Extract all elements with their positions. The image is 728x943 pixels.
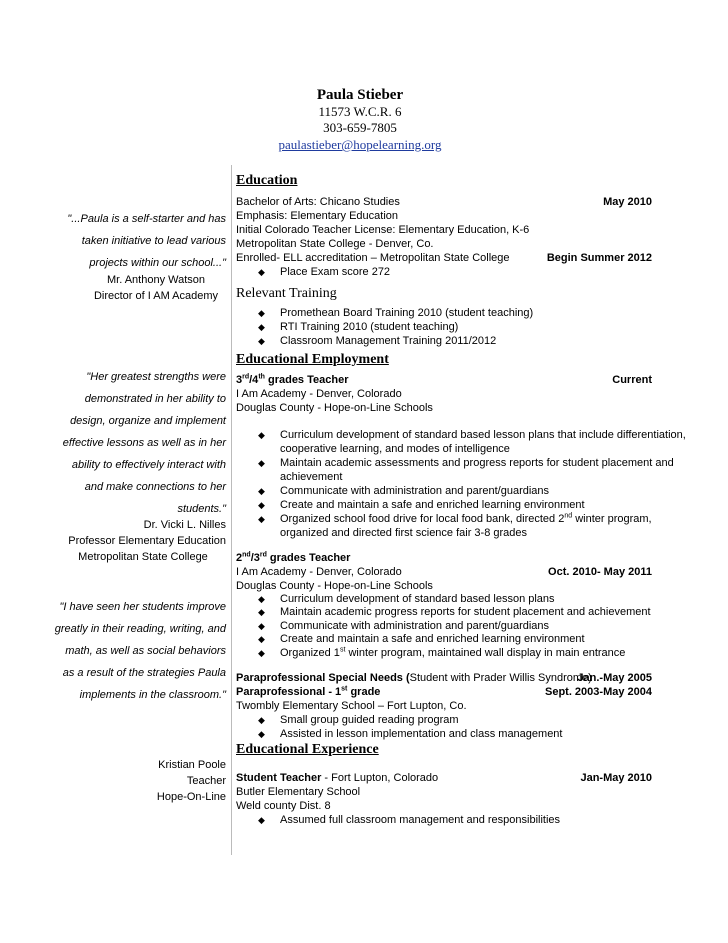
enrolled: Enrolled- ELL accreditation – Metropolitan State College	[236, 252, 510, 264]
education-heading: Education	[236, 173, 298, 188]
quote-line: as a result of the strategies Paula	[62, 667, 226, 679]
quote-line: effective lessons as well as in her	[62, 437, 226, 449]
list-item-text: Classroom Management Training 2011/2012	[280, 335, 497, 347]
list-item-continuation: organized and directed first science fair 3-8 grades	[280, 527, 528, 539]
job3-date: Jan.-May 2005	[577, 672, 652, 684]
list-item	[258, 428, 686, 442]
bullet-icon: ◆	[258, 514, 265, 524]
job2-title-part: /3	[250, 552, 260, 564]
job2-title-sup: rd	[259, 551, 267, 559]
job1-org	[236, 387, 652, 401]
training-heading: Relevant Training	[236, 286, 337, 301]
quote-line: taken initiative to lead various	[81, 235, 226, 247]
attribution-name: Mr. Anthony Watson	[106, 274, 206, 286]
phone: 303-659-7805	[323, 120, 397, 135]
attribution-org: Metropolitan State College	[78, 551, 208, 563]
quote-1	[60, 208, 226, 274]
list-item-text: Promethean Board Training 2010 (student teaching)	[280, 307, 534, 319]
bullet-icon: ◆	[258, 594, 265, 604]
bullet-icon: ◆	[258, 308, 265, 318]
job1-title-sup: th	[258, 373, 265, 381]
list-item	[258, 265, 391, 279]
list-item	[258, 727, 563, 741]
quote-3-attribution	[60, 757, 226, 805]
experience-location: - Fort Lupton, Colorado	[321, 772, 439, 784]
job4-title-part: Paraprofessional - 1	[236, 686, 342, 698]
list-item	[258, 592, 555, 606]
degree: Bachelor of Arts: Chicano Studies	[236, 196, 400, 208]
job2-title-part: grades Teacher	[266, 552, 351, 564]
emphasis: Emphasis: Elementary Education	[236, 210, 399, 222]
attribution-title: Teacher	[186, 775, 226, 787]
list-item-text: Curriculum development of standard based lesson plans	[280, 593, 555, 605]
list-item	[258, 484, 550, 498]
list-item	[258, 632, 585, 646]
quote-line: implements in the classroom."	[79, 689, 226, 701]
quote-1-attribution	[76, 272, 236, 304]
list-item	[258, 605, 651, 619]
job1-district: Douglas County - Hope-on-Line Schools	[236, 402, 433, 414]
bullet-icon: ◆	[258, 815, 265, 825]
quote-line: "Her greatest strengths were	[86, 371, 226, 383]
bullet-icon: ◆	[258, 336, 265, 346]
list-item-text: Small group guided reading program	[280, 714, 459, 726]
job3-title: Paraprofessional Special Needs	[236, 672, 403, 684]
list-item-text: RTI Training 2010 (student teaching)	[280, 321, 459, 333]
job4-title-part: grade	[347, 686, 381, 698]
quote-3	[50, 596, 226, 706]
list-item	[258, 498, 585, 512]
job3-note-open: (	[402, 672, 410, 684]
list-item	[258, 334, 497, 348]
list-item-text: Communicate with administration and parent/guardians	[280, 620, 550, 632]
bullet-icon: ◆	[258, 486, 265, 496]
job4-date: Sept. 2003-May 2004	[544, 686, 652, 698]
quote-line: "...Paula is a self-starter and has	[67, 213, 226, 225]
quote-line: "I have seen her students improve	[59, 601, 226, 613]
job2-date: Oct. 2010- May 2011	[548, 566, 652, 578]
quote-line: ability to effectively interact with	[71, 459, 226, 471]
column-divider	[231, 165, 232, 855]
list-item-text: Maintain academic progress reports for student placement and achievement	[280, 606, 651, 618]
list-item-text: Organized 1	[280, 647, 340, 659]
bullet-icon: ◆	[258, 607, 265, 617]
job1-title-sup: rd	[242, 373, 250, 381]
degree-date: May 2010	[603, 196, 652, 208]
school: Metropolitan State College - Denver, Co.	[236, 238, 434, 250]
experience-district: Weld county Dist. 8	[236, 800, 331, 812]
job2-org-row	[236, 565, 652, 579]
list-item	[258, 646, 626, 660]
list-item	[258, 306, 534, 320]
list-item	[258, 813, 561, 827]
list-item-text: Create and maintain a safe and enriched learning environment	[280, 633, 585, 645]
bullet-icon: ◆	[258, 715, 265, 725]
attribution-org: Hope-On-Line	[156, 791, 226, 803]
job3-note: Student with Prader Willis Syndrome)	[409, 672, 592, 684]
job1-title-part: /4	[249, 374, 259, 386]
resume-header	[250, 86, 470, 153]
enrolled-row	[236, 251, 652, 265]
email-link[interactable]: paulastieber@hopelearning.org	[278, 137, 442, 152]
job1-title-row	[236, 373, 652, 387]
experience-title: Student Teacher	[236, 772, 322, 784]
bullet-icon: ◆	[258, 267, 265, 277]
bullet-icon: ◆	[258, 430, 265, 440]
list-item-text: winter program,	[572, 513, 652, 525]
quote-line: students."	[177, 503, 226, 515]
list-item-text: Curriculum development of standard based lesson plans that include differentiation,	[280, 429, 686, 441]
list-item-text: Place Exam score 272	[280, 266, 391, 278]
job1-title-part: 3	[236, 374, 243, 386]
job2-title-part: 2	[236, 552, 243, 564]
quote-line: demonstrated in her ability to	[84, 393, 226, 405]
list-item	[258, 456, 674, 470]
bullet-icon: ◆	[258, 648, 265, 658]
list-item	[258, 619, 550, 633]
license: Initial Colorado Teacher License: Elementary Education, K-6	[236, 224, 530, 236]
bullet-icon: ◆	[258, 634, 265, 644]
list-item-sup: st	[339, 646, 346, 654]
list-item-text: winter program, maintained wall display in main entrance	[345, 647, 626, 659]
experience-date: Jan-May 2010	[580, 772, 652, 784]
job1-title-part: grades Teacher	[264, 374, 349, 386]
list-item-text: Assisted in lesson implementation and class management	[280, 728, 563, 740]
employment-heading: Educational Employment	[236, 352, 389, 367]
attribution-name: Kristian Poole	[158, 759, 226, 771]
list-item-continuation: cooperative learning, and modes of intelligence	[280, 443, 510, 455]
job4-title-sup: st	[341, 685, 348, 693]
quote-line: greatly in their reading, writing, and	[54, 623, 226, 635]
quote-2-attribution	[60, 517, 226, 565]
job2-title-sup: nd	[242, 551, 251, 559]
list-item-continuation: achievement	[280, 471, 343, 483]
list-item-sup: nd	[564, 512, 573, 520]
list-item	[258, 713, 459, 727]
list-item-text: Communicate with administration and parent/guardians	[280, 485, 550, 497]
job3-title-row	[236, 671, 652, 685]
experience-school: Butler Elementary School	[236, 786, 361, 798]
job2-district: Douglas County - Hope-on-Line Schools	[236, 580, 433, 592]
bullet-icon: ◆	[258, 621, 265, 631]
candidate-name: Paula Stieber	[316, 87, 404, 103]
job2-org: I Am Academy - Denver, Colorado	[236, 566, 402, 578]
experience-title-row	[236, 771, 652, 785]
address: 11573 W.C.R. 6	[318, 104, 402, 119]
list-item	[258, 512, 652, 526]
job1-org-name: I Am Academy	[236, 388, 307, 400]
quote-2	[60, 366, 226, 520]
quote-line: math, as well as social behaviors	[65, 645, 226, 657]
list-item-text: Assumed full classroom management and responsibilities	[280, 814, 561, 826]
degree-row	[236, 195, 652, 209]
bullet-icon: ◆	[258, 500, 265, 510]
list-item-text: Organized school food drive for local food bank, directed 2	[280, 513, 565, 525]
job4-org: Twombly Elementary School – Fort Lupton, Co.	[236, 700, 467, 712]
attribution-title: Director of I AM Academy	[93, 290, 219, 302]
list-item-text: Create and maintain a safe and enriched learning environment	[280, 499, 585, 511]
quote-line: design, organize and implement	[70, 415, 226, 427]
bullet-icon: ◆	[258, 729, 265, 739]
job1-date: Current	[612, 374, 652, 386]
list-item	[258, 320, 459, 334]
quote-line: projects within our school..."	[89, 257, 226, 269]
list-item-text: Maintain academic assessments and progress reports for student placement and	[280, 457, 674, 469]
attribution-name: Dr. Vicki L. Nilles	[143, 519, 226, 531]
experience-heading: Educational Experience	[236, 742, 379, 757]
quote-line: and make connections to her	[84, 481, 226, 493]
job1-org-location: - Denver, Colorado	[306, 388, 402, 400]
job4-title-row	[236, 685, 652, 699]
attribution-title: Professor Elementary Education	[68, 535, 226, 547]
bullet-icon: ◆	[258, 458, 265, 468]
enrolled-date: Begin Summer 2012	[546, 252, 652, 264]
bullet-icon: ◆	[258, 322, 265, 332]
job2-title-row	[236, 551, 652, 565]
